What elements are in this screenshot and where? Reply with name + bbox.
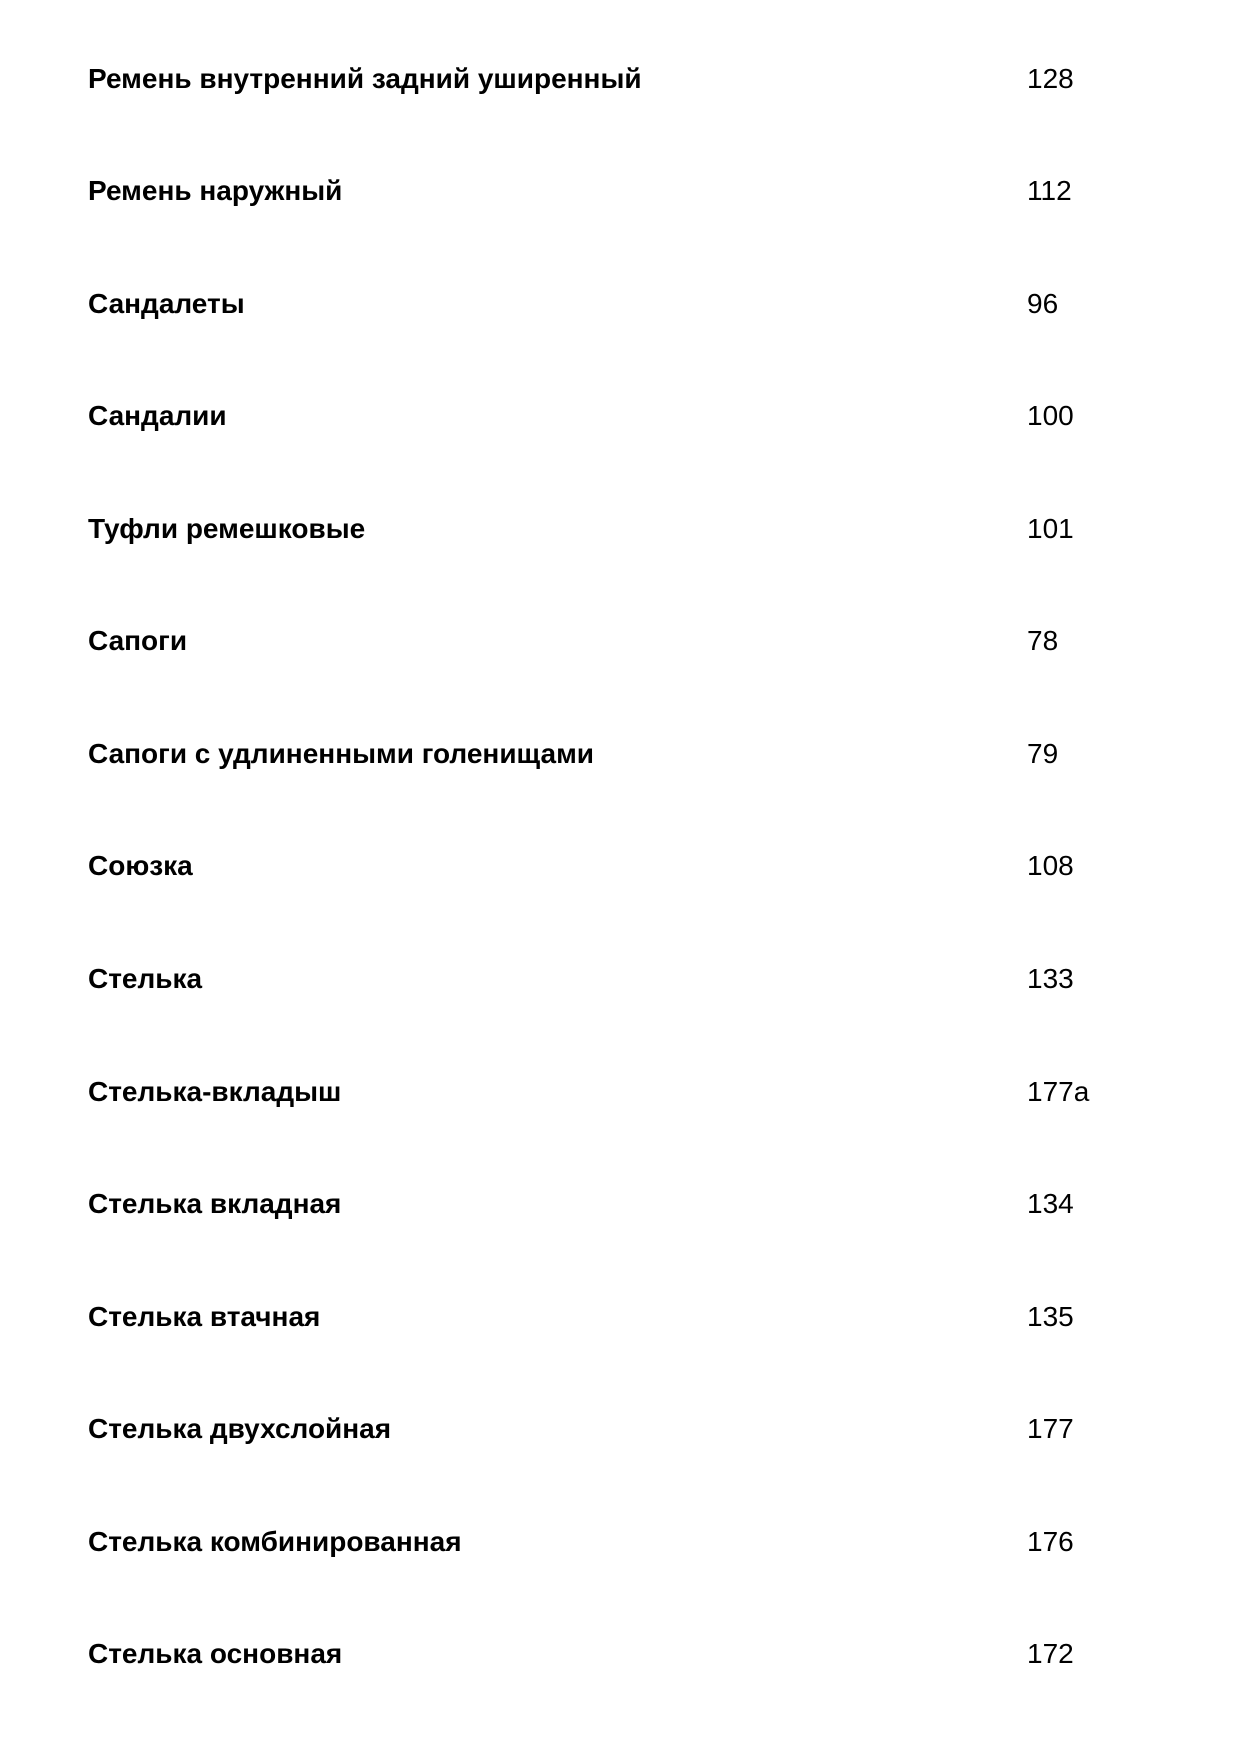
index-page-number: 133 bbox=[1027, 963, 1074, 994]
index-entry bbox=[0, 509, 1240, 549]
index-page-number: 134 bbox=[1027, 1188, 1074, 1219]
index-term: Стелька основная bbox=[88, 1638, 343, 1669]
index-term: Стелька bbox=[88, 963, 203, 994]
index-term: Ремень наружный bbox=[88, 175, 343, 206]
index-term: Туфли ремешковые bbox=[88, 513, 366, 544]
index-entry bbox=[0, 734, 1240, 774]
index-term: Ремень внутренний задний уширенный bbox=[88, 63, 642, 94]
index-entry bbox=[0, 1522, 1240, 1562]
index-page-number: 112 bbox=[1027, 175, 1072, 206]
index-entry bbox=[0, 59, 1240, 99]
index-page-number: 177 bbox=[1027, 1413, 1074, 1444]
index-term: Сапоги с удлиненными голенищами bbox=[88, 738, 595, 769]
index-entry bbox=[0, 396, 1240, 436]
index-entry bbox=[0, 621, 1240, 661]
index-entry bbox=[0, 171, 1240, 211]
index-page-number: 96 bbox=[1027, 288, 1059, 319]
index-entry bbox=[0, 284, 1240, 324]
index-page-number: 78 bbox=[1027, 625, 1059, 656]
index-page-number: 172 bbox=[1027, 1638, 1074, 1669]
index-term: Сандалеты bbox=[88, 288, 245, 319]
index-term: Стелька втачная bbox=[88, 1301, 321, 1332]
index-entry bbox=[0, 1409, 1240, 1449]
index-entry bbox=[0, 846, 1240, 886]
index-entry bbox=[0, 1634, 1240, 1674]
index-page-number: 100 bbox=[1027, 400, 1074, 431]
index-page-number: 135 bbox=[1027, 1301, 1074, 1332]
index-term: Союзка bbox=[88, 850, 193, 881]
index-entry bbox=[0, 959, 1240, 999]
index-page-number: 128 bbox=[1027, 63, 1074, 94]
index-term: Сандалии bbox=[88, 400, 227, 431]
index-term: Стелька двухслойная bbox=[88, 1413, 392, 1444]
index-term: Стелька-вкладыш bbox=[88, 1076, 342, 1107]
index-term: Сапоги bbox=[88, 625, 188, 656]
index-term: Стелька комбинированная bbox=[88, 1526, 462, 1557]
index-entry bbox=[0, 1297, 1240, 1337]
index-entry bbox=[0, 1072, 1240, 1112]
index-page-number: 177а bbox=[1027, 1076, 1090, 1107]
index-page-number: 108 bbox=[1027, 850, 1074, 881]
index-page-number: 101 bbox=[1027, 513, 1074, 544]
index-term: Стелька вкладная bbox=[88, 1188, 342, 1219]
index-page-number: 79 bbox=[1027, 738, 1059, 769]
index-entry bbox=[0, 1184, 1240, 1224]
index-page-number: 176 bbox=[1027, 1526, 1074, 1557]
